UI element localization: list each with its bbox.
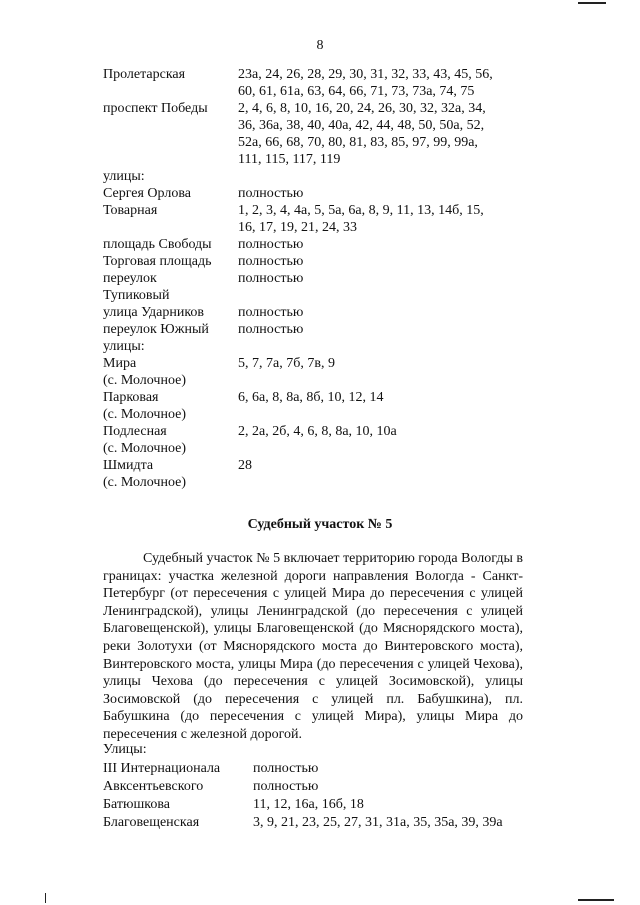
table-row (103, 457, 523, 491)
street-name: Сергея Орлова (103, 186, 191, 201)
house-numbers: 6, 6а, 8, 8а, 8б, 10, 12, 14 (238, 390, 384, 405)
streets-label: Улицы: (103, 742, 147, 757)
house-numbers: 28 (238, 458, 252, 473)
street-name: проспект Победы (103, 101, 208, 116)
table-row (103, 389, 523, 423)
street-name: площадь Свободы (103, 237, 212, 252)
street-name: улица Ударников (103, 305, 205, 320)
street-name: Батюшкова (103, 797, 170, 812)
house-numbers: полностью (238, 322, 304, 337)
table-row (103, 185, 523, 202)
table-row (103, 778, 533, 796)
streets-table (103, 760, 533, 832)
street-name: переулок Южный (103, 322, 209, 337)
street-name: III Интернационала (103, 761, 221, 776)
house-numbers: 1, 2, 3, 4, 4а, 5, 5а, 6а, 8, 9, 11, 13, 14б, 15, 16, 17, 19, 21, 24, 33 (238, 203, 484, 235)
table-row (103, 304, 523, 321)
table-row (103, 253, 523, 270)
street-name: Подлесная (с. Молочное) (103, 424, 186, 456)
section-paragraph: Судебный участок № 5 включает территорию города Вологды в границах: участка железной дороги направления Вологда - Санкт-Петербург (от пересечения с улицей Мира до пересечения с улицей Ленинградской), улицы Ленинградской (до пересечения с улицей Благовещенской), улицы Благовещенской (до Мяснорядского моста), реки Золотухи (от Мяснорядского моста до Винтеровского моста), Винтеровского моста, улицы Мира (до пересечения с улицей Чехова), улицы Чехова (до пересечения с улицей Зосимовской), улицы Зосимовской (до пересечения с улицей пл. Бабушкина), пл. Бабушкина (до пересечения с улицей Мира), улицы Мира до пересечения с железной дорогой. (103, 551, 523, 742)
house-numbers: 23а, 24, 26, 28, 29, 30, 31, 32, 33, 43, 45, 56, 60, 61, 61а, 63, 64, 66, 71, 73, 73а, 74, 75 (238, 67, 493, 99)
street-name: Авксентьевского (103, 779, 204, 794)
table-row (103, 236, 523, 253)
house-numbers: 2, 2а, 2б, 4, 6, 8, 8а, 10, 10а (238, 424, 397, 439)
house-numbers: полностью (238, 305, 304, 320)
street-table (103, 66, 523, 491)
street-name: Мира (с. Молочное) (103, 356, 186, 388)
street-name: Парковая (с. Молочное) (103, 390, 186, 422)
street-name: улицы: (103, 339, 145, 354)
street-name: Торговая площадь (103, 254, 212, 269)
scan-mark (578, 2, 606, 4)
scan-mark (45, 893, 46, 903)
street-name: Благовещенская (103, 815, 200, 830)
table-row (103, 796, 533, 814)
table-row (103, 168, 523, 185)
table-row (103, 66, 523, 100)
scan-mark (578, 899, 614, 901)
house-numbers: 2, 4, 6, 8, 10, 16, 20, 24, 26, 30, 32, 32а, 34, 36, 36а, 38, 40, 40а, 42, 44, 48, 50, 50а, 52, 52а, 66, 68, 70, 80, 81, 83, 85, 97, 99, 99а, 111, 115, 117, 119 (238, 101, 486, 167)
table-row (103, 423, 523, 457)
street-name: улицы: (103, 169, 145, 184)
section-heading: Судебный участок № 5 (247, 517, 393, 532)
street-name: Пролетарская (103, 67, 186, 82)
house-numbers: полностью (238, 186, 304, 201)
house-numbers: 11, 12, 16а, 16б, 18 (253, 797, 364, 812)
house-numbers (238, 168, 523, 185)
table-row (103, 814, 533, 832)
table-row (103, 202, 523, 236)
table-row (103, 338, 523, 355)
table-row (103, 355, 523, 389)
house-numbers: полностью (238, 271, 304, 286)
house-numbers: полностью (238, 237, 304, 252)
house-numbers (238, 338, 523, 355)
house-numbers: 5, 7, 7а, 7б, 7в, 9 (238, 356, 335, 371)
table-row (103, 270, 523, 304)
house-numbers: полностью (253, 761, 319, 776)
street-name: Шмидта (с. Молочное) (103, 458, 186, 490)
table-row (103, 321, 523, 338)
page-number: 8 (316, 38, 324, 53)
street-name: переулок Тупиковый (103, 271, 170, 303)
house-numbers: полностью (253, 779, 319, 794)
table-row (103, 100, 523, 168)
street-name: Товарная (103, 203, 158, 218)
house-numbers: 3, 9, 21, 23, 25, 27, 31, 31а, 35, 35а, 39, 39а (253, 815, 503, 830)
house-numbers: полностью (238, 254, 304, 269)
table-row (103, 760, 533, 778)
